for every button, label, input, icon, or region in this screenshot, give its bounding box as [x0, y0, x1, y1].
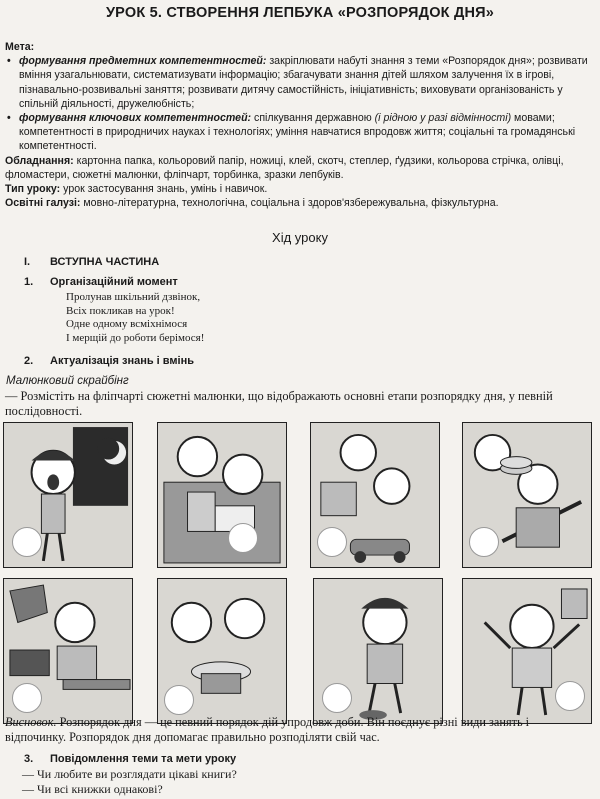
poem-line: Пролунав шкільний дзвінок,	[66, 291, 201, 303]
educational-fields: Освітні галузі: мовно-літературна, технологічна, соціальна і здоров'язбережувальна, фізкультурна.	[5, 197, 499, 210]
conclusion: Висновок. Розпорядок дня — це певний порядок дій упродовж доби. Він поєднує різні види занять і відпочинку. Розпорядок дня допомагає правильно розподіляти свій час.	[5, 715, 530, 744]
subsection-knowledge: 2. Актуалізація знань і вмінь	[24, 355, 194, 367]
picture-children-eating	[157, 578, 287, 724]
lesson-title: УРОК 5. СТВОРЕННЯ ЛЕПБУКА «РОЗПОРЯДОК ДНЯ»	[105, 5, 495, 21]
section-intro: I. ВСТУПНА ЧАСТИНА	[24, 256, 160, 268]
question-1: — Чи любите ви розглядати цікаві книги?	[22, 767, 237, 781]
subsection-topic: 3. Повідомлення теми та мети уроку	[24, 753, 237, 765]
goal-label: Мета:	[5, 41, 35, 53]
picture-children-playing	[310, 422, 440, 568]
greeting-poem	[66, 291, 204, 345]
order-circle	[317, 527, 347, 557]
picture-boy-at-table	[3, 578, 133, 724]
order-circle	[164, 685, 194, 715]
order-circle	[469, 527, 499, 557]
task-text: — Розмістіть на фліпчарті сюжетні малюнки, що відображають основні етапи розпорядку дня, у певній послідовності.	[5, 389, 553, 418]
lesson-type: Тип уроку: урок застосування знань, умінь і навичок.	[5, 183, 268, 196]
picture-children-reading	[157, 422, 287, 568]
order-circle	[555, 681, 585, 711]
progress-heading: Хід уроку	[272, 230, 328, 245]
subsection-org-moment: 1. Організаційний момент	[24, 276, 178, 288]
order-circle	[322, 683, 352, 713]
picture-girl-dressing	[313, 578, 443, 724]
goal-key-competences: • формування ключових компетентностей: спілкування державною (і рідною у разі відмінності) мовами; компетентності в природничих науках і технологіях; уміння навчатися впродовж життя; соціальні та громадянські компетентності.	[5, 111, 593, 154]
poem-line: Одне одному всміхнімося	[66, 318, 188, 331]
order-circle	[12, 683, 42, 713]
picture-yawning-girl-night	[3, 422, 133, 568]
poem-line: І мерщій до роботи берімося!	[66, 331, 205, 344]
picture-children-dishes	[462, 422, 592, 568]
poem-line: Всіх покликав на урок!	[66, 304, 175, 317]
picture-boy-waking	[462, 578, 592, 724]
order-circle	[228, 523, 258, 553]
equipment: Обладнання: картонна папка, кольоровий папір, ножиці, клей, скотч, степлер, ґудзики, кольорова стрічка, олівці, фломастери, сюжетні малюнки, фліпчарт, торбинка, зразки лепбуків.	[5, 154, 564, 181]
children-reading-illustration	[158, 423, 286, 567]
scribing-title: Малюнковий скрайбінг	[6, 375, 129, 387]
order-circle	[12, 527, 42, 557]
lesson-meta	[5, 40, 593, 210]
question-2: — Чи всі книжки однакові?	[22, 782, 163, 796]
goal-subject-competences: • формування предметних компетентностей: закріплювати набуті знання з теми «Розпорядок дня»; розвивати вміння узагальнювати, систематизувати інформацію; збагачувати знання дітей шляхом залучення їх в ігрові, пізнавально-розвивальні заняття; розвивати дитячу самостійність, ініціативність; виховувати організованість у спільній діяльності, дружелюбність;	[5, 54, 593, 111]
